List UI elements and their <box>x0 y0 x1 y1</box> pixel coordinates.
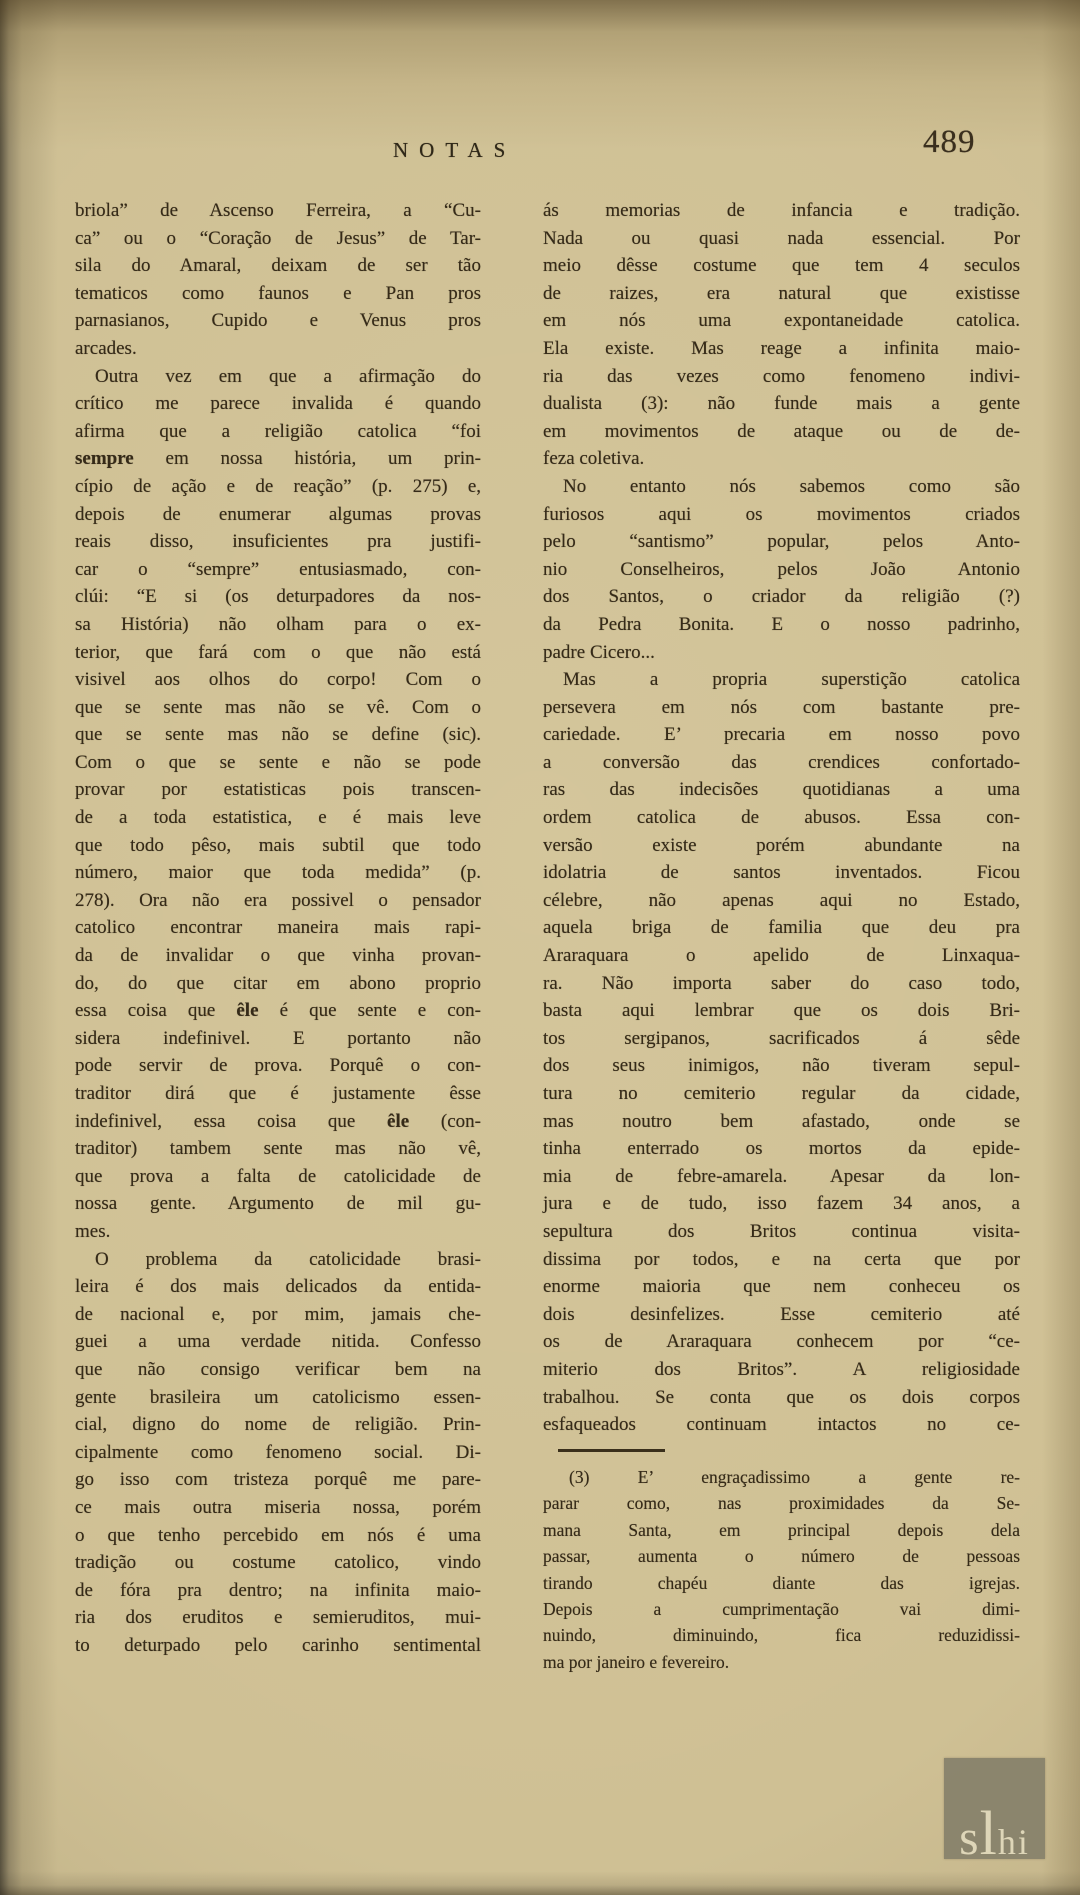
text-line: meio dêsse costume que tem 4 seculos <box>543 255 1020 277</box>
text-line: clúi: “E si (os deturpadores da nos- <box>75 586 481 608</box>
text-line: mia de febre-amarela. Apesar da lon- <box>543 1165 1020 1187</box>
text-line: enorme maioria que nem conheceu os <box>543 1276 1020 1298</box>
text-line: Outra vez em que a afirmação do <box>95 365 481 387</box>
text-line: que se sente mas não se vê. Com o <box>75 696 481 718</box>
text-line: tinha enterrado os mortos da epide- <box>543 1138 1020 1160</box>
running-head-title: NOTAS <box>393 138 517 162</box>
text-line: Depois a cumprimentação vai dimi- <box>543 1598 1020 1619</box>
text-line: crítico me parece invalida é quando <box>75 393 481 415</box>
text-line: da de invalidar o que vinha provan- <box>75 945 481 967</box>
text-line: Ela existe. Mas reage a infinita maio- <box>543 337 1020 359</box>
text-line: ca” ou o “Coração de Jesus” de Tar- <box>75 227 481 249</box>
watermark-letter: hi <box>997 1822 1030 1862</box>
text-line: Araraquara o apelido de Linxaqua- <box>543 945 1020 967</box>
text-line: de fóra pra dentro; na infinita maio- <box>75 1579 481 1601</box>
text-line: ce mais outra miseria nossa, porém <box>75 1496 481 1518</box>
text-line: de a toda estatistica, e é mais leve <box>75 807 481 829</box>
text-line: depois de enumerar algumas provas <box>75 503 481 525</box>
text-line: cariedade. E’ precaria em nosso povo <box>543 724 1020 746</box>
text-line: basta aqui lembrar que os dois Bri- <box>543 1000 1020 1022</box>
text-line: em nós uma expontaneidade catolica. <box>543 310 1020 332</box>
text-line: ras das indecisões quotidianas a uma <box>543 779 1020 801</box>
text-line: número, maior que toda medida” (p. <box>75 862 481 884</box>
text-line: persevera em nós com bastante pre- <box>543 696 1020 718</box>
text-line: O problema da catolicidade brasi- <box>95 1248 481 1270</box>
text-line: (3) E’ engraçadissimo a gente re- <box>569 1467 1020 1487</box>
text-line: idolatria de santos inventados. Ficou <box>543 862 1020 884</box>
text-line: que não consigo verificar bem na <box>75 1358 481 1380</box>
text-line: No entanto nós sabemos como são <box>563 475 1020 497</box>
page-number: 489 <box>923 124 976 160</box>
text-line: em movimentos de ataque ou de de- <box>543 420 1020 442</box>
text-line: a conversão das crendices confortado- <box>543 751 1020 773</box>
text-line: trabalhou. Se conta que os dois corpos <box>543 1386 1020 1408</box>
text-line: dissima por todos, e na certa que por <box>543 1248 1020 1270</box>
text-line: versão existe porém abundante na <box>543 834 1020 856</box>
text-line: visivel aos olhos do corpo! Com o <box>75 669 481 691</box>
text-line: célebre, não apenas aqui no Estado, <box>543 889 1020 911</box>
text-line: afirma que a religião catolica “foi <box>75 420 481 442</box>
text-line: cipalmente como fenomeno social. Di- <box>75 1441 481 1463</box>
text-line: mes. <box>75 1220 111 1242</box>
text-line: aquela briga de familia que deu pra <box>543 917 1020 939</box>
text-line: reais disso, insuficientes pra justifi- <box>75 531 481 553</box>
text-line: terior, que fará com o que não está <box>75 641 481 663</box>
text-line: que todo pêso, mais subtil que todo <box>75 834 481 856</box>
text-line: ma por janeiro e fevereiro. <box>543 1651 730 1672</box>
text-line: 278). Ora não era possivel o pensador <box>75 889 481 911</box>
text-line: go isso com tristeza porquê me pare- <box>75 1469 481 1491</box>
text-line: dos Santos, o criador da religião (?) <box>543 586 1020 608</box>
text-line: cial, digno do nome de religião. Prin- <box>75 1414 481 1436</box>
text-line: tos sergipanos, sacrificados á sêde <box>543 1027 1020 1049</box>
text-line: passar, aumenta o número de pessoas <box>543 1546 1020 1567</box>
text-line: ria dos eruditos e semieruditos, mui- <box>75 1607 481 1629</box>
text-line: tematicos como faunos e Pan pros <box>75 282 481 304</box>
text-line: to deturpado pelo carinho sentimental <box>75 1634 481 1656</box>
text-line: guei a uma verdade nitida. Confesso <box>75 1331 481 1353</box>
text-line: cípio de ação e de reação” (p. 275) e, <box>75 475 481 497</box>
text-line: mana Santa, em principal depois dela <box>543 1519 1020 1540</box>
text-line: dualista (3): não funde mais a gente <box>543 393 1020 415</box>
text-line: ria das vezes como fenomeno indivi- <box>543 365 1020 387</box>
text-line: esfaqueados continuam intactos no ce- <box>543 1414 1020 1436</box>
text-line: gente brasileira um catolicismo essen- <box>75 1386 481 1408</box>
text-line: que prova a falta de catolicidade de <box>75 1165 481 1187</box>
text-line: essa coisa que êle é que sente e con- <box>75 1000 481 1022</box>
text-line: nio Conselheiros, pelos João Antonio <box>543 558 1020 580</box>
text-line: feza coletiva. <box>543 448 645 470</box>
text-line: provar por estatisticas pois transcen- <box>75 779 481 801</box>
text-line: traditor dirá que é justamente êsse <box>75 1083 481 1104</box>
text-line: miterio dos Britos”. A religiosidade <box>543 1358 1020 1380</box>
text-line: do, do que citar em abono proprio <box>75 972 481 994</box>
text-line: sepultura dos Britos continua visita- <box>543 1220 1020 1242</box>
text-line: tura no cemiterio regular da cidade, <box>543 1083 1020 1104</box>
text-line: jura e de tudo, isso fazem 34 anos, a <box>543 1193 1020 1215</box>
text-line: dos seus inimigos, não tiveram sepul- <box>543 1055 1020 1077</box>
text-line: car o “sempre” entusiasmado, con- <box>75 558 481 580</box>
text-line: sila do Amaral, deixam de ser tão <box>75 255 481 277</box>
text-line: Com o que se sente e não se pode <box>75 751 481 773</box>
text-line: parar como, nas proximidades da Se- <box>543 1493 1020 1514</box>
text-line: pelo “santismo” popular, pelos Anto- <box>543 531 1020 553</box>
text-line: padre Cicero... <box>543 641 655 663</box>
text-line: tirando chapéu diante das igrejas. <box>543 1572 1020 1593</box>
watermark-logo <box>944 1758 1045 1868</box>
text-line: traditor) tambem sente mas não vê, <box>75 1138 481 1160</box>
text-line: nuindo, diminuindo, fica reduzidissi- <box>543 1625 1020 1646</box>
text-line: o que tenho percebido em nós é uma <box>75 1524 481 1546</box>
text-line: parnasianos, Cupido e Venus pros <box>75 310 481 332</box>
text-line: ás memorias de infancia e tradição. <box>543 200 1020 221</box>
text-line: ra. Não importa saber do caso todo, <box>543 972 1020 994</box>
text-line: indefinivel, essa coisa que êle (con- <box>75 1110 482 1132</box>
text-line: nossa gente. Argumento de mil gu- <box>75 1193 481 1215</box>
text-column-left <box>75 197 481 1659</box>
text-line: sa História) não olham para o ex- <box>75 613 481 635</box>
text-line: leira é dos mais delicados da entida- <box>75 1276 481 1298</box>
footnote-divider <box>558 1449 665 1452</box>
text-line: de raizes, era natural que existisse <box>543 282 1020 304</box>
text-line: dois desinfelizes. Esse cemiterio até <box>543 1303 1020 1325</box>
text-line: tradição ou costume catolico, vindo <box>75 1552 481 1574</box>
text-line: ordem catolica de abusos. Essa con- <box>543 807 1020 829</box>
text-line: arcades. <box>75 337 137 359</box>
watermark-letter: s <box>959 1809 979 1865</box>
text-line: pode servir de prova. Porquê o con- <box>75 1055 481 1077</box>
text-line: briola” de Ascenso Ferreira, a “Cu- <box>75 200 481 221</box>
text-line: Nada ou quasi nada essencial. Por <box>543 227 1020 249</box>
text-line: Mas a propria superstição catolica <box>563 669 1020 691</box>
text-line: furiosos aqui os movimentos criados <box>543 503 1020 525</box>
text-line: de nacional e, por mim, jamais che- <box>75 1303 481 1325</box>
watermark-letter: l <box>979 1800 997 1868</box>
text-line: sempre em nossa história, um prin- <box>75 448 481 470</box>
text-column-right <box>543 197 1020 1439</box>
text-line: sidera indefinivel. E portanto não <box>75 1027 481 1049</box>
footnote <box>543 1464 1020 1675</box>
text-line: mas noutro bem afastado, onde se <box>543 1110 1020 1132</box>
text-line: catolico encontrar maneira mais rapi- <box>75 917 481 939</box>
text-line: da Pedra Bonita. E o nosso padrinho, <box>543 613 1020 635</box>
text-line: os de Araraquara conhecem por “ce- <box>543 1331 1020 1353</box>
text-line: que se sente mas não se define (sic). <box>75 724 481 746</box>
